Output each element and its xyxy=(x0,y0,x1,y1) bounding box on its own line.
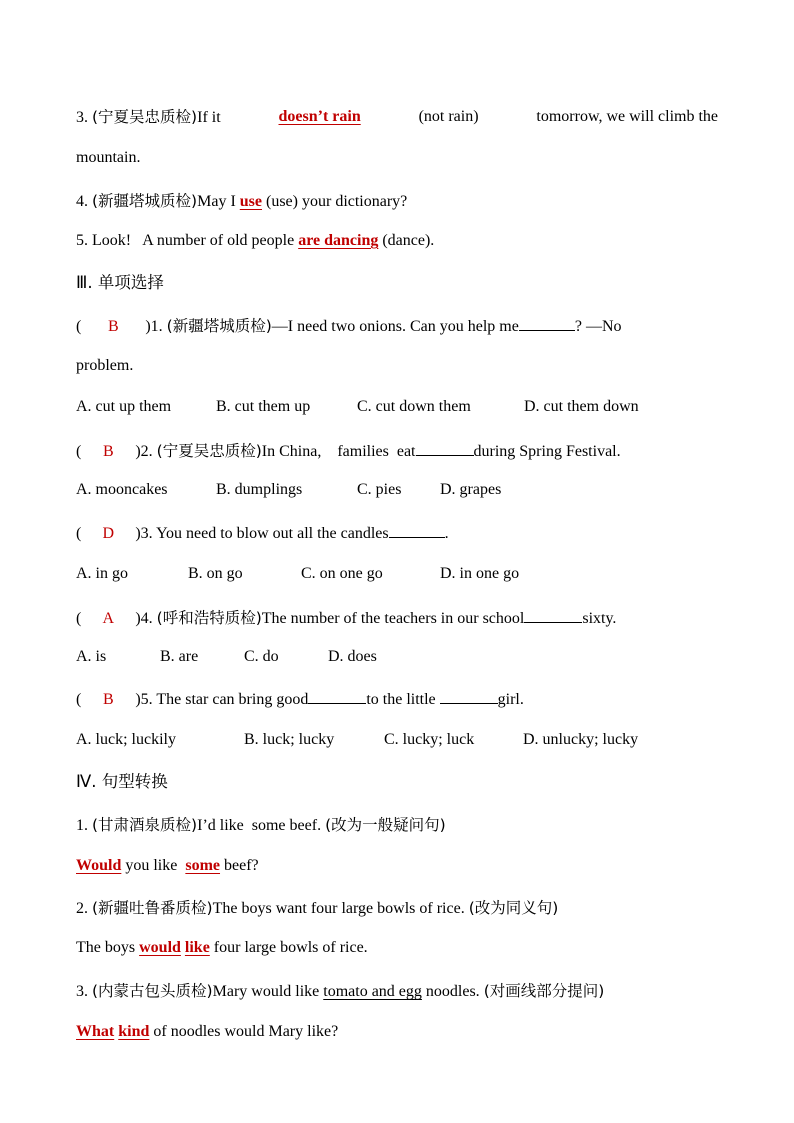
answer-blank xyxy=(416,439,474,456)
option-d: D. does xyxy=(328,648,377,665)
option-a: A. mooncakes xyxy=(76,481,168,498)
option-a: A. is xyxy=(76,648,107,665)
question-source: (新疆吐鲁番质检) xyxy=(92,899,213,917)
question-number: )4. xyxy=(135,610,153,627)
answer-letter: B xyxy=(102,443,114,460)
option-d: D. in one go xyxy=(440,565,520,582)
transform-answer-1 xyxy=(76,855,259,877)
question-text: 5. Look! A number of old people xyxy=(76,232,295,249)
section-heading: Ⅳ. 句型转换 xyxy=(76,772,168,791)
question-text: The boys want four large bowls of rice. xyxy=(212,900,465,917)
mc-question-3 xyxy=(76,521,449,545)
option-b: B. on go xyxy=(188,565,243,582)
transform-answer-2 xyxy=(76,937,368,959)
paren-open: ( xyxy=(76,691,82,708)
question-text: —I need two onions. Can you help me xyxy=(271,318,519,335)
answer-text: use xyxy=(239,193,262,210)
mc-options-2 xyxy=(76,479,501,501)
answer-blank xyxy=(519,314,575,331)
option-b: B. dumplings xyxy=(216,481,303,498)
answer-blank xyxy=(389,521,445,538)
fill-question-5 xyxy=(76,230,434,252)
answer-text: doesn’t rain xyxy=(278,108,361,125)
option-b: B. luck; lucky xyxy=(244,731,335,748)
option-a: A. cut up them xyxy=(76,398,172,415)
mc-question-1-cont: problem. xyxy=(76,357,134,374)
answer-text: Would xyxy=(76,857,122,874)
question-source: (新疆塔城质检) xyxy=(92,192,198,210)
paren-open: ( xyxy=(76,443,82,460)
question-text: (use) your dictionary? xyxy=(266,193,408,210)
question-text: to the little xyxy=(366,691,436,708)
mc-options-4 xyxy=(76,646,377,668)
answer-text: would xyxy=(139,939,181,956)
option-a: A. luck; luckily xyxy=(76,731,176,748)
mc-question-5 xyxy=(76,687,524,711)
answer-text: kind xyxy=(118,1023,150,1040)
section-heading: Ⅲ. 单项选择 xyxy=(76,273,164,292)
question-number: )2. xyxy=(135,443,153,460)
question-source: (新疆塔城质检) xyxy=(166,317,272,335)
answer-text: are dancing xyxy=(298,232,379,249)
question-text: Mary would like xyxy=(212,983,320,1000)
option-d: D. cut them down xyxy=(524,398,639,415)
mc-question-1 xyxy=(76,314,718,338)
paren-open: ( xyxy=(76,525,82,542)
answer-letter: D xyxy=(102,525,115,542)
answer-text: What xyxy=(76,1023,115,1040)
answer-static: four large bowls of rice. xyxy=(213,939,368,956)
answer-letter: B xyxy=(102,691,114,708)
option-c: C. do xyxy=(244,648,279,665)
option-c: C. lucky; luck xyxy=(384,731,475,748)
option-d: D. grapes xyxy=(440,481,502,498)
question-text: . xyxy=(444,525,449,542)
question-source: (宁夏吴忠质检) xyxy=(156,442,262,460)
question-number: )5. xyxy=(135,691,153,708)
question-source: (甘肃酒泉质检) xyxy=(92,816,198,834)
underlined-phrase: tomato and egg xyxy=(323,983,422,1000)
paren-open: ( xyxy=(76,610,82,627)
question-text: during Spring Festival. xyxy=(473,443,621,460)
question-number: 2. xyxy=(76,900,88,917)
question-text: May I xyxy=(197,193,236,210)
mc-question-2 xyxy=(76,439,621,463)
question-number: )3. xyxy=(135,525,153,542)
question-instruction: (改为同义句) xyxy=(468,899,559,917)
question-text: The number of the teachers in our school xyxy=(261,610,525,627)
question-source: (呼和浩特质检) xyxy=(156,609,262,627)
transform-question-1 xyxy=(76,814,446,837)
mc-question-4 xyxy=(76,606,616,630)
transform-answer-3 xyxy=(76,1021,338,1043)
question-text: You need to blow out all the candles xyxy=(156,525,389,542)
option-d: D. unlucky; lucky xyxy=(523,731,639,748)
question-hint: (not rain) xyxy=(418,108,479,125)
question-text: (dance). xyxy=(382,232,435,249)
question-text: sixty. xyxy=(582,610,617,627)
transform-question-3 xyxy=(76,980,604,1003)
question-text: girl. xyxy=(497,691,524,708)
answer-static: you like xyxy=(125,857,178,874)
answer-text: some xyxy=(185,857,221,874)
question-number: 3. xyxy=(76,983,88,1000)
answer-letter: A xyxy=(102,610,115,627)
mc-options-5 xyxy=(76,729,638,751)
option-b: B. are xyxy=(160,648,199,665)
question-number: 4. xyxy=(76,193,88,210)
fill-question-3-cont: mountain. xyxy=(76,149,141,166)
answer-text: like xyxy=(184,939,210,956)
answer-blank xyxy=(440,687,498,704)
fill-question-4 xyxy=(76,190,407,213)
fill-question-3 xyxy=(76,106,718,129)
question-text: tomorrow, we will climb the xyxy=(536,108,718,125)
option-b: B. cut them up xyxy=(216,398,311,415)
option-c: C. on one go xyxy=(301,565,383,582)
question-text: I’d like some beef. xyxy=(197,817,322,834)
answer-static: of noodles would Mary like? xyxy=(153,1023,339,1040)
option-c: C. cut down them xyxy=(357,398,471,415)
question-number: )1. xyxy=(145,318,163,335)
answer-static: The boys xyxy=(76,939,136,956)
transform-question-2 xyxy=(76,897,558,920)
question-source: (内蒙古包头质检) xyxy=(92,982,213,1000)
option-a: A. in go xyxy=(76,565,128,582)
question-text: The star can bring good xyxy=(156,691,309,708)
mc-options-1 xyxy=(76,396,639,418)
answer-blank xyxy=(308,687,366,704)
mc-options-3 xyxy=(76,563,519,585)
question-text: noodles. xyxy=(425,983,480,1000)
question-number: 3. xyxy=(76,109,88,126)
answer-static: beef? xyxy=(224,857,259,874)
question-instruction: (对画线部分提问) xyxy=(483,982,605,1000)
question-text: In China, families eat xyxy=(261,443,416,460)
answer-letter: B xyxy=(107,318,119,335)
question-text: If it xyxy=(197,109,221,126)
question-instruction: (改为一般疑问句) xyxy=(325,816,446,834)
option-c: C. pies xyxy=(357,481,402,498)
paren-open: ( xyxy=(76,318,82,335)
answer-blank xyxy=(524,606,582,623)
question-number: 1. xyxy=(76,817,88,834)
question-source: (宁夏吴忠质检) xyxy=(92,108,198,126)
question-text: ? —No xyxy=(574,318,622,335)
